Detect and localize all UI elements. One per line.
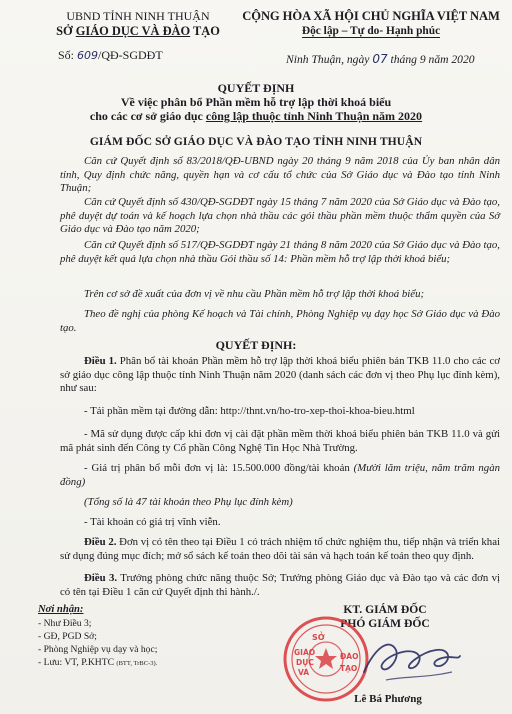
svg-text:VÀ: VÀ (298, 668, 310, 677)
signature-title-1: KT. GIÁM ĐỐC (343, 603, 427, 616)
legal-basis-1: Căn cứ Quyết định số 83/2018/QĐ-UBND ngày 20 tháng 9 năm 2018 của Ủy ban nhân dân tỉnh, Quy định chức năng, quyền hạn và cơ cấu tổ chức của Sở Giáo dục và Đào tạo tỉnh Ninh Thuận; (60, 155, 500, 195)
decision-heading: QUYẾT ĐỊNH: (215, 338, 297, 352)
article-2: Điều 2. Đơn vị có tên theo tại Điều 1 có trách nhiệm tổ chức nghiệm thu, tiếp nhận và triển khai sử dụng đúng mục đích; mở sổ sách kế toán theo dõi tài sản và hạch toán kế toán theo quy định. (60, 536, 500, 562)
article-1-bullet-value: - Giá trị phân bổ mỗi đơn vị là: 15.500.000 đồng/tài khoản (Mười lăm triệu, năm trăm ngàn đồng) (60, 462, 500, 488)
recipients-title: Nơi nhận: (38, 604, 84, 615)
parent-organization: UBND TỈNH NINH THUẬN (66, 9, 210, 23)
nation-name: CỘNG HÒA XÃ HỘI CHỦ NGHĨA VIỆT NAM (242, 9, 500, 23)
article-1: Điều 1. Phân bổ tài khoản Phần mềm hỗ trợ lập thời khoá biểu phiên bản TKB 11.0 cho các cơ sở giáo dục công lập thuộc tỉnh Ninh Thuận năm 2020 (danh sách các đơn vị theo Phụ lục đính kèm), như sau: (60, 355, 500, 395)
title-line-2: cho các cơ sở giáo dục công lập thuộc tỉnh Ninh Thuận năm 2020 (89, 109, 423, 123)
national-header (240, 9, 502, 39)
svg-text:TẠO: TẠO (340, 664, 358, 673)
document-type: QUYẾT ĐỊNH (217, 81, 295, 95)
title-line-1: Về việc phân bổ Phần mềm hỗ trợ lập thời khoá biểu (120, 95, 392, 109)
signature-title-2: PHÓ GIÁM ĐỐC (340, 617, 430, 630)
legal-basis-4: Trên cơ sở đề xuất của đơn vị về nhu cầu Phần mềm hỗ trợ lập thời khoá biểu; (84, 288, 425, 300)
recipient-item: - Lưu: VT, P.KHTC (BTT, TrBC-3). (38, 657, 158, 668)
recipient-item: - Phòng Nghiệp vụ dạy và học; (38, 644, 158, 655)
authority-heading: GIÁM ĐỐC SỞ GIÁO DỤC VÀ ĐÀO TẠO TỈNH NINH THUẬN (89, 135, 423, 148)
document-number: Số: 609/QĐ-SGDĐT (58, 48, 163, 62)
recipient-item: - GĐ, PGD Sở; (38, 631, 97, 642)
article-1-bullet-permanent: - Tài khoản có giá trị vĩnh viễn. (84, 516, 221, 528)
handwritten-day: 07 (372, 52, 388, 66)
svg-text:SỞ: SỞ (312, 633, 325, 642)
article-1-bullet-code: - Mã sử dụng được cấp khi đơn vị cài đặt phần mềm thời khoá biểu phiên bản TKB 11.0 và gửi mã phát sinh đến Công ty Cổ phần Công Nghệ Tin Học Nhà Trường. (60, 428, 500, 454)
handwritten-signature-icon (356, 628, 466, 692)
signer-name: Lê Bá Phương (354, 693, 422, 705)
article-3: Điều 3. Trưởng phòng chức năng thuộc Sở; Trưởng phòng Giáo dục và Đào tạo và các đơn vị có tên tại Điều 1 căn cứ Quyết định thi hành./. (60, 572, 500, 598)
recipient-item: - Như Điều 3; (38, 618, 92, 629)
issue-date: Ninh Thuận, ngày 07 tháng 9 năm 2020 (286, 52, 475, 66)
legal-basis-2: Căn cứ Quyết định số 430/QĐ-SGDĐT ngày 15 tháng 7 năm 2020 của Sở Giáo dục và Đào tạo, phê duyệt dự toán và kế hoạch lựa chọn nhà thầu các gói thầu phần mềm thuộc thẩm quyền của Sở Giáo dục và Đào tạo năm 2020; (60, 196, 501, 236)
svg-text:GIÁO: GIÁO (294, 648, 316, 657)
handwritten-number: 609 (77, 49, 99, 62)
national-motto: Độc lập – Tự do- Hạnh phúc (301, 25, 441, 37)
department-name-underlined: GIÁO DỤC VÀ ĐÀO (75, 24, 191, 38)
issuing-authority (38, 9, 238, 39)
legal-basis-5: Theo đề nghị của phòng Kế hoạch và Tài chính, Phòng Nghiệp vụ dạy học Sở Giáo dục và Đào tạo. (60, 308, 500, 334)
svg-text:ĐÀO: ĐÀO (340, 652, 359, 661)
article-1-total: (Tổng số là 47 tài khoản theo Phụ lục đính kèm) (84, 496, 293, 508)
svg-text:DỤC: DỤC (296, 658, 314, 667)
legal-basis-3: Căn cứ Quyết định số 517/QĐ-SGDĐT ngày 21 tháng 8 năm 2020 của Sở Giáo dục và Đào tạo, phê duyệt kết quả lựa chọn nhà thầu Gói thầu số 14: Phần mềm hỗ trợ lập thời khoá biểu; (60, 239, 501, 265)
article-1-bullet-download: - Tải phần mềm tại đường dẫn: http://thnt.vn/ho-tro-xep-thoi-khoa-bieu.html (84, 405, 415, 417)
department-name: SỞ GIÁO DỤC VÀ ĐÀO TẠO (56, 24, 220, 38)
